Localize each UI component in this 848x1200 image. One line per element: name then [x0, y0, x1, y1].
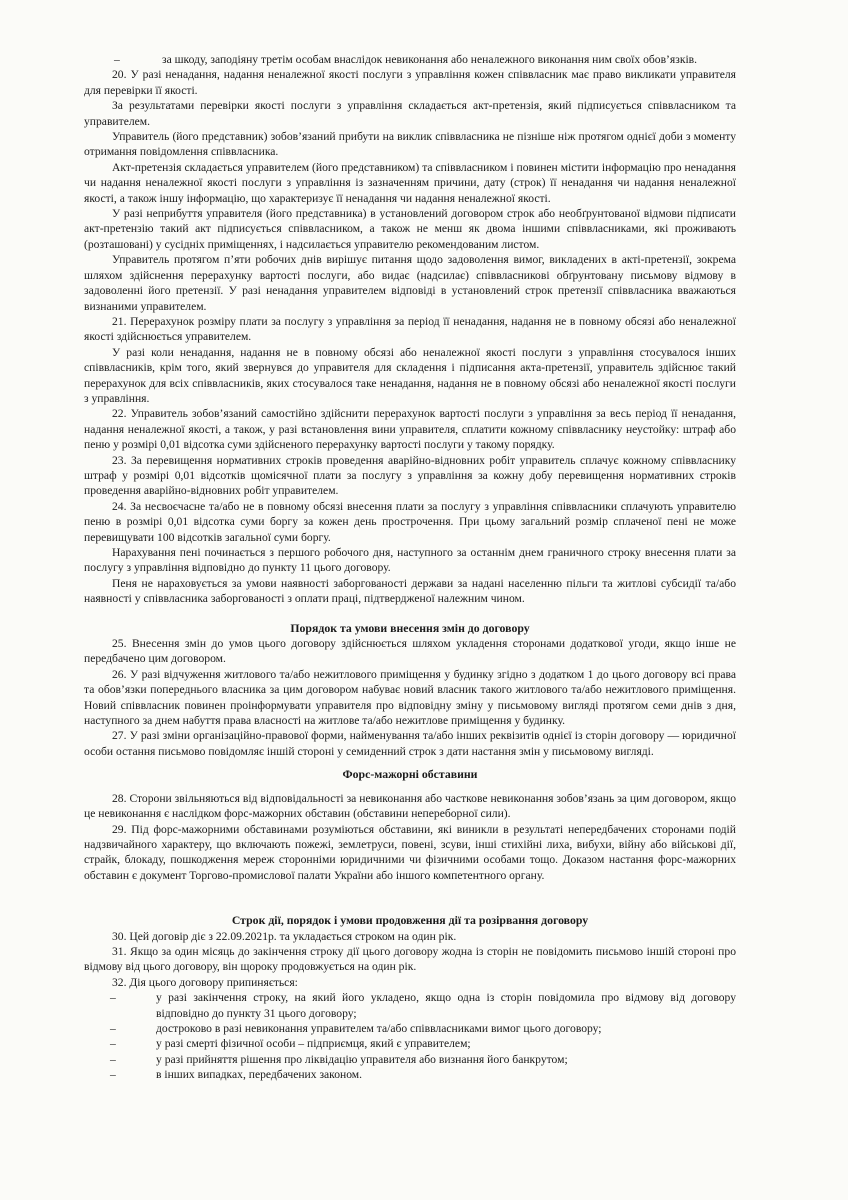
- paragraph-20a: За результатами перевірки якості послуги з управління складається акт-претензія, який підписується співвласником та управителем.: [84, 99, 736, 128]
- paragraph-21a: У разі коли ненадання, надання не в повному обсязі або неналежної якості послуги з управління стосувалося інших співвласників, крім того, який звернувся до управителя для складення і підписання акта-претензії, управитель здійснює такий перерахунок для всіх співвласників, яких стосувалося таке ненадання, надання не в повному обсязі або неналежної якості послуги з управління.: [84, 345, 736, 405]
- paragraph-24: 24. За несвоєчасне та/або не в повному обсязі внесення плати за послугу з управління співвласники сплачують управителю пеню в розмірі 0,01 відсотка суми боргу за кожен день прострочення. При цьому загальний розмір сплаченої пені не може перевищувати 100 відсотків загальної суми боргу.: [84, 499, 736, 544]
- list-item: – в інших випадках, передбачених законом.: [108, 1067, 736, 1082]
- paragraph-25: 25. Внесення змін до умов цього договору здійснюється шляхом укладення сторонами додаткової угоди, якщо інше не передбачено цим договором.: [84, 637, 736, 666]
- termination-list: [84, 990, 736, 1082]
- list-item: – достроково в разі невиконання управителем та/або співвласниками вимог цього договору;: [108, 1021, 736, 1036]
- paragraph-26: 26. У разі відчуження житлового та/або нежитлового приміщення у будинку згідно з додатком 1 до цього договору всі права та обов’язки попереднього власника за цим договором набуває новий власник такого житлового та/або нежитлового приміщення. Новий співвласник повинен проінформувати управителя про відповідну зміну у письмовому вигляді протягом семи днів з дня, наступного за днем набуття права власності на житлове та/або нежитлове приміщення у будинку.: [84, 667, 736, 728]
- section-heading-changes: Порядок та умови внесення змін до договору: [290, 620, 530, 635]
- paragraph-29: 29. Під форс-мажорними обставинами розуміються обставини, які виникли в результаті непередбачених сторонами подій надзвичайного характеру, що включають пожежі, землетруси, повені, зсуви, інші стихійні лиха, вибухи, війну або військові дії, страйк, блокаду, пошкодження мереж сторонніми юридичними чи фізичними особами тощо. Доказом настання форс-мажорних обставин є документ Торгово-промислової палати України або іншого компетентного органу.: [84, 822, 736, 882]
- paragraph-20d: У разі неприбуття управителя (його представника) в установлений договором строк або необґрунтованої відмови підписати акт-претензію такий акт підписується співвласником, а також не менш як двома іншими співвласниками, які проживають (розташовані) у сусідніх приміщеннях, і надсилається управителю рекомендованим листом.: [84, 207, 736, 251]
- paragraph-32: 32. Дія цього договору припиняється:: [112, 975, 298, 989]
- paragraph-24a: Нарахування пені починається з першого робочого дня, наступного за останнім днем граничного строку внесення плати за послугу з управління відповідно до пункту 11 цього договору.: [84, 546, 736, 575]
- paragraph-27: 27. У разі зміни організаційно-правової форми, найменування та/або інших реквізитів однієї із сторін договору — юридичної особи остання письмово повідомляє іншій стороні у семиденний строк з дати настання змін у письмовому вигляді.: [84, 729, 736, 758]
- section-heading-term: Строк дії, порядок і умови продовження дії та розірвання договору: [231, 913, 589, 928]
- section-heading-force-majeure: Форс-мажорні обставини: [342, 767, 478, 782]
- paragraph-20: 20. У разі ненадання, надання неналежної якості послуги з управління кожен співвласник має право викликати управителя для перевірки її якості.: [84, 68, 736, 97]
- paragraph-30: 30. Цей договір діє з 22.09.2021р. та укладається строком на один рік.: [112, 929, 457, 943]
- paragraph-24b: Пеня не нараховується за умови наявності заборгованості держави за надані населенню пільги та житлові субсидії та/або наявності у співвласника заборгованості з оплати праці, підтвердженої належним чином.: [84, 576, 736, 606]
- paragraph-28: 28. Сторони звільняються від відповідальності за невиконання або часткове невиконання зобов’язань за цим договором, якщо це невиконання є наслідком форс-мажорних обставин (обставини непереборної сили).: [84, 791, 736, 821]
- paragraph-20e: Управитель протягом п’яти робочих днів вирішує питання щодо задоволення вимог, викладених в акті-претензії, зокрема шляхом здійснення перерахунку вартості послуги, або видає (надсилає) співвласникові обґрунтовану письмову відмову в задоволенні його претензії. У разі ненадання управителем відповіді в установлений строк претензії співвласника вважаються визнаними управителем.: [84, 253, 736, 313]
- paragraph-23: 23. За перевищення нормативних строків проведення аварійно-відновних робіт управитель сплачує кожному співвласнику штраф у розмірі 0,01 відсотків щомісячної плати за послугу з управління за кожну добу перевищення нормативних строків проведення аварійно-відновних робіт управителем.: [84, 453, 736, 498]
- paragraph-20c: Акт-претензія складається управителем (його представником) та співвласником і повинен містити інформацію про ненадання чи надання неналежної якості послуги з управління із зазначенням причини, дату (строк) її ненадання чи надання неналежної якості, а також іншу інформацію, що характеризує її ненадання чи надання неналежної якості.: [84, 160, 736, 205]
- list-item: – у разі смерті фізичної особи – підприємця, який є управителем;: [108, 1036, 736, 1051]
- paragraph-31: 31. Якщо за один місяць до закінчення строку дії цього договору жодна із сторін не повідомить письмово іншій стороні про відмову від цього договору, він щороку продовжується на один рік.: [84, 944, 736, 974]
- list-item: – у разі закінчення строку, на який його укладено, якщо одна із сторін повідомила про відмову від договору відповідно до пункту 31 цього договору;: [108, 990, 736, 1021]
- list-item: – за шкоду, заподіяну третім особам внаслідок невиконання або неналежного виконання ним своїх обов’язків.: [112, 52, 736, 67]
- list-item: – у разі прийняття рішення про ліквідацію управителя або визнання його банкрутом;: [108, 1052, 736, 1067]
- paragraph-22: 22. Управитель зобов’язаний самостійно здійснити перерахунок вартості послуги з управління за весь період її ненадання, надання неналежної якості, а також, у разі встановлення вини управителя, сплатити кожному співвласнику неустойку: штраф або пеню у розмірі 0,01 відсотка суми здійсненого перерахунку вартості послуги у такому порядку.: [84, 407, 736, 452]
- paragraph-20b: Управитель (його представник) зобов’язаний прибути на виклик співвласника не пізніше ніж протягом однієї доби з моменту отримання повідомлення співвласника.: [84, 130, 736, 159]
- paragraph-21: 21. Перерахунок розміру плати за послугу з управління за період її ненадання, надання не в повному обсязі або неналежної якості здійснюється управителем.: [84, 314, 736, 344]
